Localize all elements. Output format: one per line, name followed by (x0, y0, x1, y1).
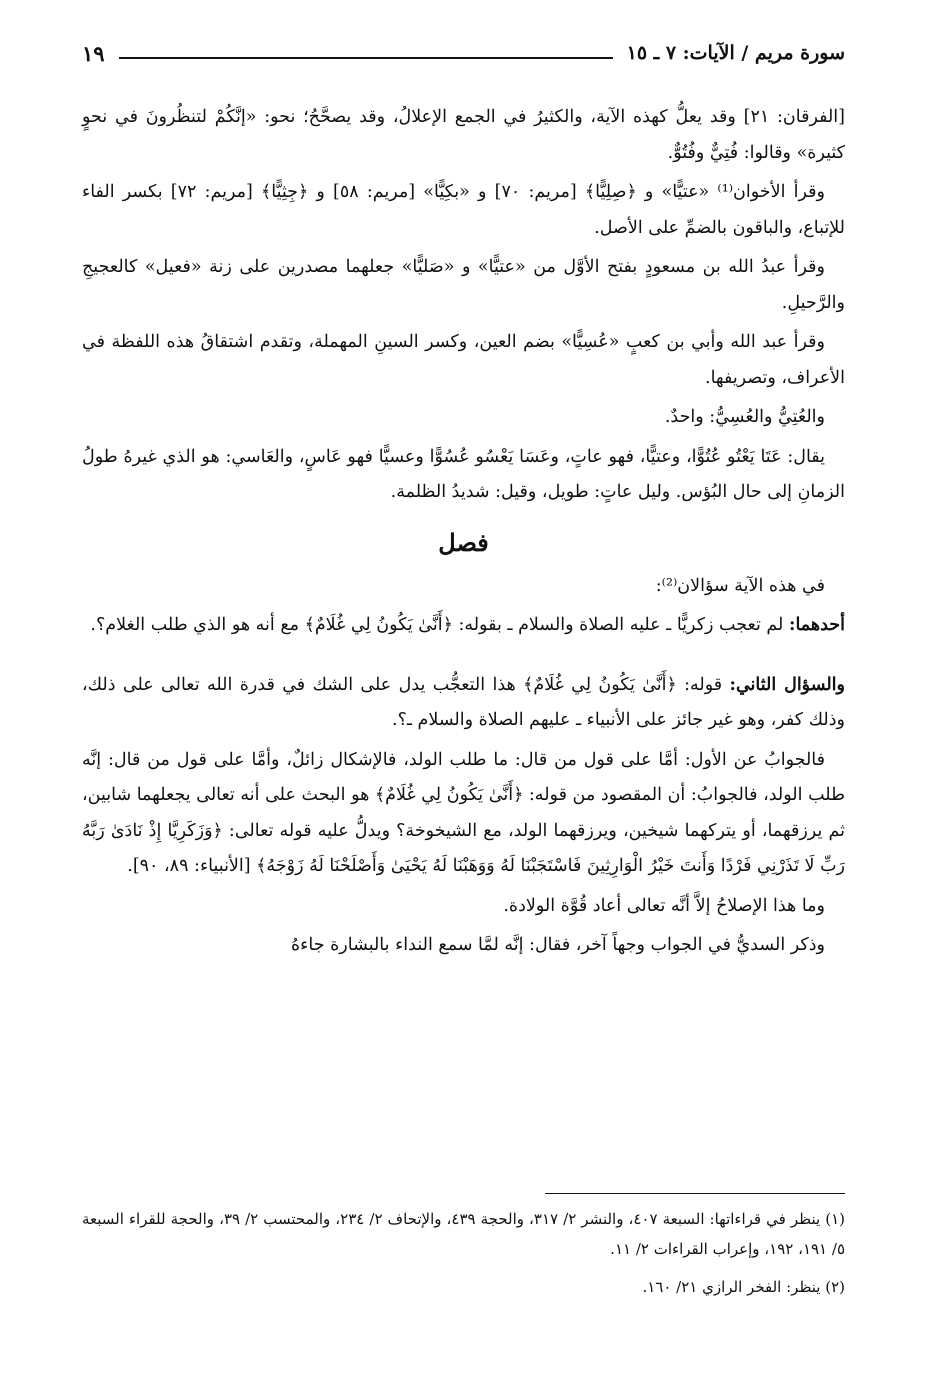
paragraph: وما هذا الإصلاحُ إلاَّ أنَّه تعالى أعاد قُوَّة الولادة. (503, 895, 825, 916)
paragraph: وقرأ عبد الله وأبي بن كعبٍ «عُسِيًّا» بضم العين، وكسر السينِ المهملة، وتقدم اشتقاقُ هذه اللفظة في الأعراف، وتصريفها. (82, 332, 845, 388)
footnote: (١) ينظر في قراءاتها: السبعة ٤٠٧، والنشر ٢/ ٣١٧، والحجة ٤٣٩، والإتحاف ٢/ ٢٣٤، والمحتسب ٢/ ٣٩، والحجة للقراء السبعة ٥/ ١٩١، ١٩٢، وإعراب القراءات ٢/ ١١. (82, 1210, 845, 1258)
header-rule (119, 57, 613, 59)
question-two-lead: والسؤال الثاني: (729, 674, 845, 695)
page-number: ١٩ (82, 40, 105, 66)
paragraph: في هذه الآية سؤالان⁽²⁾: (655, 575, 825, 596)
paragraph: فالجوابُ عن الأول: أمَّا على قول من قال: ما طلب الولد، فالإشكال زائلٌ، وأمَّا على قول من قال: إنَّه طلب الولد، فالجوابُ: أن المقصود من قوله: ﴿أَنَّىٰ يَكُونُ لِي غُلَامٌ﴾ هو البحث على أنه تعالى يجعلهما شابين، ثم يرزقهما، أو يتركهما شيخين، ويرزقهما الولد، مع الشيخوخة؟ ويدلُّ عليه قوله تعالى: ﴿وَزَكَرِيَّا إِذْ نَادَىٰ رَبَّهُ رَبِّ لَا تَذَرْنِي فَرْدًا وَأَنتَ خَيْرُ الْوَارِثِينَ فَاسْتَجَبْنَا لَهُ وَوَهَبْنَا لَهُ يَحْيَىٰ وَأَصْلَحْنَا لَهُ زَوْجَهُ﴾ [الأنبياء: ٨٩، ٩٠]. (82, 749, 845, 876)
footnotes (82, 1204, 845, 1310)
question-two (82, 668, 845, 739)
paragraph: وقرأ عبدُ الله بن مسعودٍ بفتح الأوَّل من «عتيًّا» و «صَليًّا» جعلهما مصدرين على زنة «فعيل» كالعجيجِ والرَّحيلِ. (82, 257, 845, 313)
section-heading: فصل (438, 527, 489, 557)
paragraph: [الفرقان: ٢١] وقد يعلُّ كهذه الآية، والكثيرُ في الجمع الإعلالُ، وقد يصحَّحُ؛ نحو: «إنَّكُمْ لتنظُرونَ في نحوٍ كثيرة» وقالوا: فُتِيٌّ وفُتُوٌّ. (82, 107, 845, 163)
question-one (82, 608, 845, 644)
running-header (82, 36, 845, 70)
paragraph: يقال: عَتَا يَعْتُو عُتُوًّا، وعتيًّا، فهو عاتٍ، وعَسَا يَعْسُو عُسُوًّا وعسيًّا فهو عَاسٍ، والعَاسي: هو الذي غيرهُ طولُ الزمانِ إلى حال البُؤس. وليل عاتٍ: طويل، وقيل: شديدُ الظلمة. (82, 446, 845, 502)
footnote: (٢) ينظر: الفخر الرازي ٢١/ ١٦٠. (642, 1278, 845, 1296)
question-two-text: قوله: ﴿أَنَّىٰ يَكُونُ لِي غُلَامٌ﴾ هذا التعجُّب يدل على الشك في قدرة الله تعالى على ذلك، وذلك كفر، وهو غير جائز على الأنبياء ـ عليهم الصلاة والسلام ـ؟. (82, 674, 845, 730)
question-one-text: لم تعجب زكريًّا ـ عليه الصلاة والسلام ـ بقوله: ﴿أَنَّىٰ يَكُونُ لِي غُلَامٌ﴾ مع أنه هو الذي طلب الغلام؟. (90, 615, 784, 635)
paragraph: وقرأ الأخوان⁽¹⁾ «عتيًّا» و ﴿صِلِيًّا﴾ [مريم: ٧٠] و «بكِيًّا» [مريم: ٥٨] و ﴿جِثِيًّا﴾ [مريم: ٧٢] بكسر الفاء للإتباع، والباقون بالضمِّ على الأصل. (82, 182, 845, 238)
main-text (82, 100, 845, 968)
question-one-lead: أحدهما: (788, 615, 845, 635)
footnote-separator (545, 1193, 845, 1194)
paragraph: وذكر السديُّ في الجواب وجهاً آخر، فقال: إنَّه لمَّا سمع النداء بالبشارة جاءهُ (291, 935, 825, 955)
surah-title: سورة مريم / الآيات: ٧ ـ ١٥ (626, 42, 845, 64)
paragraph: والعُتِيُّ والعُسِيُّ: واحدٌ. (664, 407, 825, 427)
